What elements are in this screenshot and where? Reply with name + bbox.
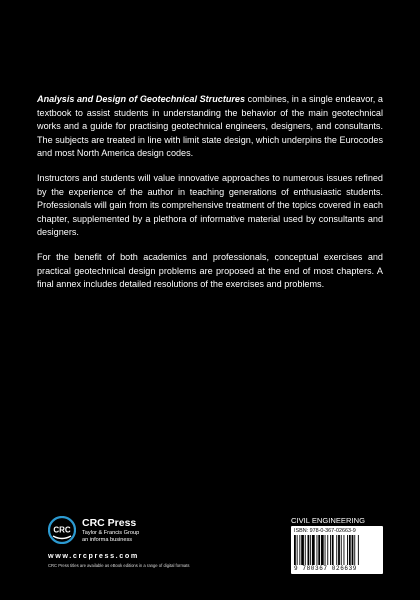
book-title: Analysis and Design of Geotechnical Structures [37,94,246,104]
barcode-digits: 9 780367 026639 [294,565,358,572]
book-description [37,93,383,303]
barcode-icon [294,535,380,565]
isbn-number: ISBN: 978-0-367-02663-9 [294,528,356,534]
description-paragraph-2: Instructors and students will value innovative approaches to numerous issues refined by the experience of the author in teaching generations of enthusiastic students. Professionals will gain from its comprehensive treatment of the topics covered in each chapter, supplemented by a plethora of informative material used by consultants and designers. [37,172,383,238]
barcode-box [291,526,383,574]
publisher-informa: an informa business [82,537,133,543]
publisher-website-link[interactable]: www.crcpress.com [48,551,139,560]
logo-text: CRC [53,525,71,535]
crc-press-logo-icon [48,516,76,544]
publisher-group: Taylor & Francis Group [82,530,140,536]
subject-category: CIVIL ENGINEERING [291,516,365,525]
description-paragraph-1-body: combines, in a single endeavor, a textbook to assist students in understanding the behavior of the main geotechnical works and a guide for practising geotechnical engineers, designers, and consultants. The subjects are treated in line with limit state design, which underpins the Eurocodes and most North America design codes. [37,94,383,159]
description-paragraph-1 [37,93,383,161]
description-paragraph-3: For the benefit of both academics and professionals, conceptual exercises and practical geotechnical design problems are proposed at the end of most chapters. A final annex includes detailed resolutions of the exercises and problems. [37,251,383,290]
publisher-name: CRC Press [82,517,137,529]
ebook-note: CRC Press titles are available as eBook editions in a range of digital formats [48,563,190,568]
